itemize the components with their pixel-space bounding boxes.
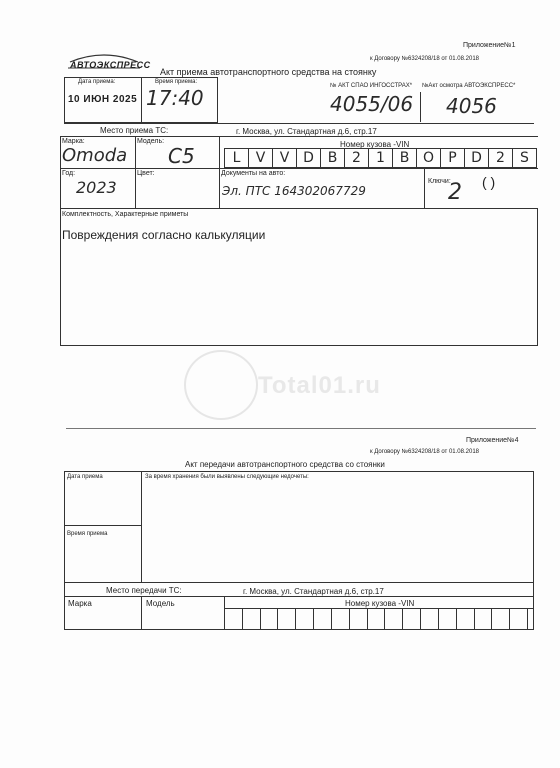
- time-value: 17:40: [146, 86, 204, 110]
- time-label: Время приема:: [155, 79, 198, 85]
- appendix-4-label: Приложение№4: [466, 437, 519, 444]
- date-stamp: 10 ИЮН 2025: [68, 94, 138, 105]
- keys-value: 2: [448, 180, 462, 205]
- vin-char: V: [249, 149, 273, 167]
- watermark-icon: [184, 350, 258, 420]
- date-label: Дата приема:: [78, 79, 116, 85]
- keys-extra: ( ): [482, 174, 496, 190]
- vin-boxes: [224, 148, 537, 168]
- storage-note: За время хранения были выявлены следующие недочеты:: [145, 474, 309, 480]
- marks-text: Повреждения согласно калькуляции: [62, 228, 266, 242]
- vin-char: V: [273, 149, 297, 167]
- release-brand-label: Марка: [68, 599, 92, 608]
- vin-char: P: [441, 149, 465, 167]
- release-vin-boxes: [224, 608, 528, 629]
- vin-char: S: [520, 150, 529, 166]
- vin-char: B: [321, 149, 345, 167]
- vin-char: O: [417, 149, 441, 167]
- vin-char: L: [225, 149, 249, 167]
- brand-label: Марка:: [62, 138, 85, 145]
- color-label: Цвет:: [137, 170, 155, 177]
- brand-value: Omoda: [62, 145, 128, 166]
- vin-char: 1: [369, 149, 393, 167]
- model-value: C5: [168, 144, 195, 168]
- insurer-act-value: 4055/06: [330, 92, 414, 116]
- vin-char: D: [465, 149, 489, 167]
- contract-2-label: к Договору №6324208/18 от 01.08.2018: [370, 449, 479, 455]
- release-place-value: г. Москва, ул. Стандартная д.6, стр.17: [243, 587, 384, 596]
- contract-1-label: к Договору №6324208/18 от 01.08.2018: [370, 56, 479, 62]
- vin-label: Номер кузова -VIN: [340, 140, 410, 149]
- marks-label: Комплектность, Характерные приметы: [62, 211, 189, 218]
- insurer-act-label: № АКТ СПАО ИНГОССТРАХ*: [330, 83, 413, 89]
- act-1-title: Акт приема автотранспортного средства на стоянку: [160, 67, 377, 77]
- keys-label: Ключи:: [428, 178, 451, 185]
- place-label: Место приема ТС:: [100, 126, 169, 135]
- place-value: г. Москва, ул. Стандартная д.6, стр.17: [236, 127, 377, 136]
- release-model-label: Модель: [146, 599, 175, 608]
- logo-text: АВТОЭКСПРЕСС: [70, 60, 151, 70]
- autoexpress-act-value: 4056: [446, 94, 497, 118]
- year-value: 2023: [76, 178, 117, 197]
- release-table: [64, 471, 534, 630]
- docs-value: Эл. ПТС 164302067729: [222, 184, 366, 198]
- release-vin-label: Номер кузова -VIN: [345, 599, 415, 608]
- docs-label: Документы на авто:: [221, 170, 286, 177]
- act-2-title: Акт передачи автотранспортного средства со стоянки: [185, 460, 385, 469]
- appendix-1-label: Приложение№1: [463, 42, 516, 49]
- year-label: Год:: [62, 170, 76, 177]
- vin-char: 2: [345, 149, 369, 167]
- release-place-label: Место передачи ТС:: [106, 586, 182, 595]
- vin-char: B: [393, 149, 417, 167]
- release-time-label: Время приема: [67, 531, 108, 537]
- release-date-label: Дата приема: [67, 474, 103, 480]
- autoexpress-act-label: №Акт осмотра АВТОЭКСПРЕСС*: [422, 83, 516, 89]
- vin-char: D: [297, 149, 321, 167]
- watermark-text: Total01.ru: [258, 372, 381, 399]
- model-label: Модель:: [137, 138, 165, 145]
- vin-char: 2: [489, 149, 513, 167]
